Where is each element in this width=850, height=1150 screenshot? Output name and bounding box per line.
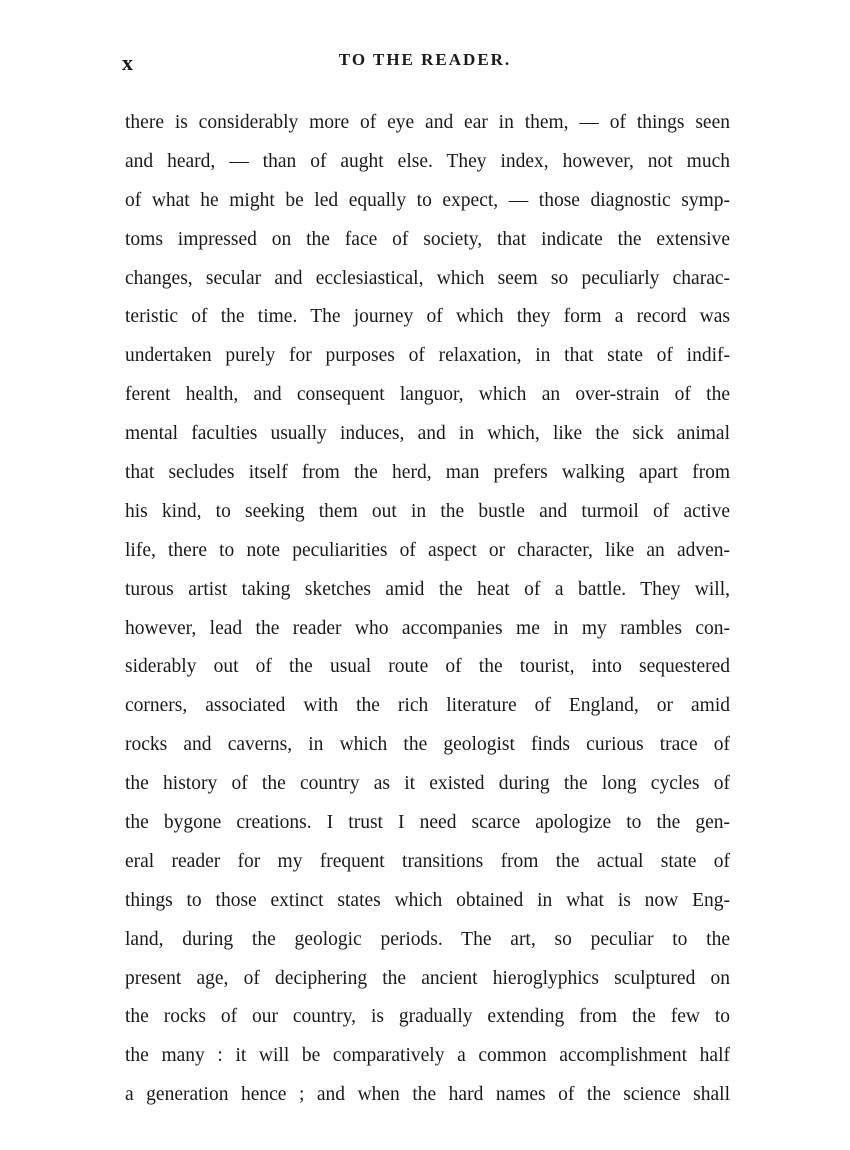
text-line: his kind, to seeking them out in the bustle and turmoil of active — [125, 500, 730, 522]
text-line: of what he might be led equally to expect, — those diagnostic symp- — [125, 189, 730, 211]
text-line: toms impressed on the face of society, that indicate the extensive — [125, 228, 730, 250]
text-line: undertaken purely for purposes of relaxation, in that state of indif- — [125, 345, 730, 367]
body-text — [125, 104, 730, 1115]
text-line: mental faculties usually induces, and in which, like the sick animal — [125, 423, 730, 445]
text-line: present age, of deciphering the ancient hieroglyphics sculptured on — [125, 967, 730, 989]
page-number: x — [122, 50, 133, 75]
text-line: turous artist taking sketches amid the heat of a battle. They will, — [125, 578, 730, 600]
text-line: a generation hence ; and when the hard names of the science shall — [125, 1084, 730, 1106]
text-line: the many : it will be comparatively a common accomplishment half — [125, 1045, 730, 1067]
text-line: that secludes itself from the herd, man prefers walking apart from — [125, 462, 730, 484]
text-line: eral reader for my frequent transitions from the actual state of — [125, 850, 730, 872]
text-line: and heard, — than of aught else. They index, however, not much — [125, 150, 730, 172]
running-head: TO THE READER. — [338, 50, 512, 69]
text-line: land, during the geologic periods. The art, so peculiar to the — [125, 928, 730, 950]
text-line: the bygone creations. I trust I need scarce apologize to the gen- — [125, 812, 730, 834]
text-line: life, there to note peculiarities of aspect or character, like an adven- — [125, 539, 730, 561]
text-line: the rocks of our country, is gradually extending from the few to — [125, 1006, 730, 1028]
text-line: siderably out of the usual route of the tourist, into sequestered — [125, 656, 730, 678]
text-line: rocks and caverns, in which the geologist finds curious trace of — [125, 734, 730, 756]
text-line: ferent health, and consequent languor, which an over-strain of the — [125, 384, 730, 406]
text-line: the history of the country as it existed during the long cycles of — [125, 773, 730, 795]
text-line: things to those extinct states which obtained in what is now Eng- — [125, 889, 730, 911]
text-line: changes, secular and ecclesiastical, which seem so peculiarly charac- — [125, 267, 730, 289]
text-line: teristic of the time. The journey of which they form a record was — [125, 306, 730, 328]
text-line: there is considerably more of eye and ear in them, — of things seen — [125, 112, 730, 133]
text-line: corners, associated with the rich literature of England, or amid — [125, 695, 730, 717]
text-line: however, lead the reader who accompanies me in my rambles con- — [125, 617, 730, 639]
